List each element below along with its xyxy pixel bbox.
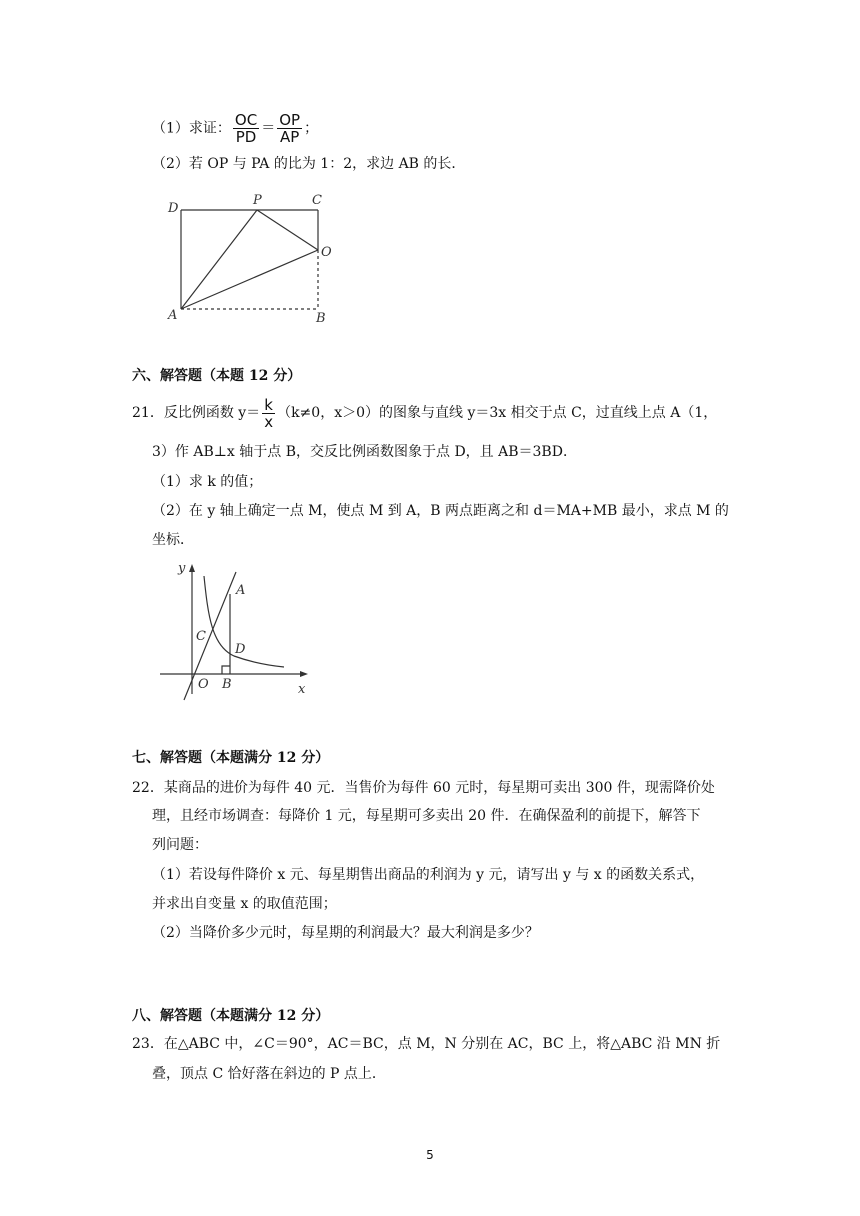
frac-den: PD <box>235 128 257 146</box>
frac-den: AP <box>279 128 300 146</box>
edge-po <box>257 210 318 250</box>
label-a: A <box>236 583 246 598</box>
edge-ap <box>181 210 257 309</box>
label-o: O <box>198 677 209 692</box>
label-a: A <box>168 308 178 323</box>
q22-part1-a: （1）若设每件降价 x 元、每星期售出商品的利润为 y 元，请写出 y 与 x 的函数关系式， <box>152 867 705 883</box>
label-d: D <box>235 642 246 657</box>
q22-line3: 列问题： <box>152 837 208 853</box>
q22-part1-b: 并求出自变量 x 的取值范围； <box>152 896 337 912</box>
q21-line1 <box>132 396 717 430</box>
q23-line2: 叠，顶点 C 恰好落在斜边的 P 点上． <box>152 1066 386 1082</box>
frac-num: k <box>262 397 275 414</box>
y-axis-arrow <box>189 564 195 572</box>
section-8-heading: 八、解答题（本题满分 12 分） <box>132 1008 330 1024</box>
label-b: B <box>222 677 232 692</box>
fraction-k-x <box>262 397 275 430</box>
label-x: x <box>298 682 306 697</box>
rectangle-figure <box>160 188 340 328</box>
edge-ao <box>181 250 318 309</box>
section-6-heading: 六、解答题（本题 12 分） <box>132 368 302 384</box>
q21-part2-a: （2）在 y 轴上确定一点 M，使点 M 到 A，B 两点距离之和 d＝MA+MB 最小，求点 M 的 <box>152 503 729 519</box>
q22-part2: （2）当降价多少元时，每星期的利润最大？最大利润是多少？ <box>152 925 539 941</box>
q22-line2: 理，且经市场调查：每降价 1 元，每星期可多卖出 20 件．在确保盈利的前提下，解答下 <box>152 808 701 824</box>
q21-part2-b: 坐标． <box>152 532 194 548</box>
equals-sign: ＝ <box>261 120 276 137</box>
label-c: C <box>196 629 206 644</box>
frac-den: x <box>264 412 274 431</box>
q20-part2: （2）若 OP 与 PA 的比为 1：2，求边 AB 的长． <box>152 156 466 172</box>
fraction-op-ap <box>277 112 302 145</box>
q20-part1-prefix: （1）求证： <box>152 120 231 137</box>
q20-part1-suffix: ； <box>304 120 319 137</box>
q22-line1: 22．某商品的进价为每件 40 元．当售价为每件 60 元时，每星期可卖出 300 件，现需降价处 <box>132 780 715 796</box>
label-y: y <box>178 561 186 576</box>
coordinate-figure <box>156 556 320 706</box>
section-7-heading: 七、解答题（本题满分 12 分） <box>132 750 330 766</box>
q20-part1 <box>152 112 318 145</box>
q21-line1-b: （k≠0，x＞0）的图象与直线 y＝3x 相交于点 C，过直线上点 A（1， <box>277 405 718 421</box>
q23-line1: 23．在△ABC 中，∠C＝90°，AC＝BC，点 M，N 分别在 AC，BC 上，将△ABC 沿 MN 折 <box>132 1036 721 1052</box>
frac-num: OC <box>234 111 258 129</box>
fraction-oc-pd <box>233 112 259 145</box>
page-number: 5 <box>426 1148 434 1162</box>
label-c: C <box>312 193 322 208</box>
q21-line2: 3）作 AB⊥x 轴于点 B，交反比例函数图象于点 D，且 AB＝3BD． <box>152 444 577 460</box>
x-axis-arrow <box>300 671 308 677</box>
q21-part1: （1）求 k 的值； <box>152 474 263 490</box>
q21-line1-a: 21．反比例函数 y＝ <box>132 405 261 421</box>
right-angle-mark <box>222 666 230 674</box>
label-b: B <box>316 311 326 326</box>
frac-num: OP <box>279 111 301 129</box>
label-d: D <box>168 201 179 216</box>
label-p: P <box>253 193 262 208</box>
label-o: O <box>321 245 332 260</box>
